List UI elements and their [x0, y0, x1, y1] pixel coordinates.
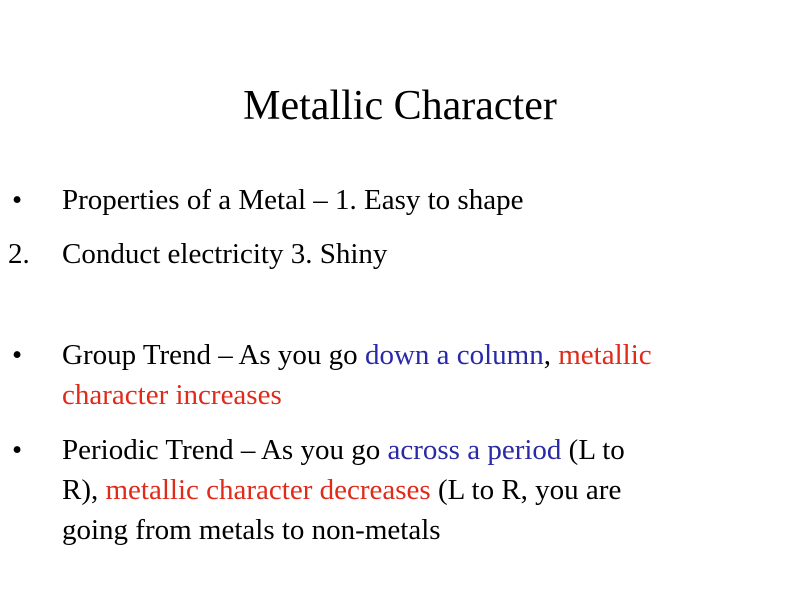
text-line [62, 470, 792, 510]
highlight-blue-run: down a column [364, 339, 544, 371]
text-line [62, 510, 792, 550]
text-line [62, 335, 792, 375]
number-marker: 2. [8, 238, 30, 270]
text-run: (L to [561, 434, 625, 466]
bullet-marker: • [12, 434, 23, 466]
highlight-red-run: character increases [62, 379, 282, 411]
text-line [62, 430, 792, 470]
text-run: going from metals to non-metals [62, 514, 441, 546]
list-item-text [62, 430, 792, 550]
list-item-text [62, 335, 792, 415]
highlight-red-run: metallic [558, 339, 652, 371]
bullet-marker: • [12, 184, 23, 216]
text-run: Group Trend – As you go [62, 339, 365, 371]
text-run: R), [62, 474, 106, 506]
list-item-text: Properties of a Metal – 1. Easy to shape [62, 184, 524, 216]
text-run: Periodic Trend – As you go [62, 434, 388, 466]
text-run: , [543, 339, 559, 371]
text-line [62, 375, 792, 415]
highlight-blue-run: across a period [387, 434, 562, 466]
highlight-red-run: metallic character decreases [105, 474, 431, 506]
slide-title: Metallic Character [243, 83, 557, 129]
text-run: (L to R, you are [430, 474, 622, 506]
bullet-marker: • [12, 339, 23, 371]
list-item-text: Conduct electricity 3. Shiny [62, 238, 388, 270]
